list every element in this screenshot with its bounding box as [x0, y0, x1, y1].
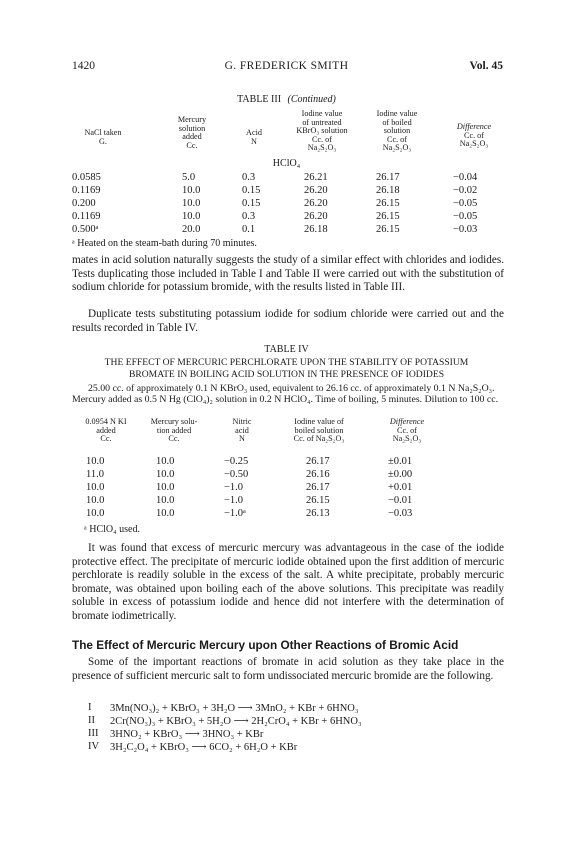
- table4-col-nitric: Nitric acid N: [232, 417, 252, 444]
- table4-col-iodine: Iodine value of boiled solution Cc. of Na₂S₂O₃: [293, 417, 345, 444]
- volume-label: Vol. 45: [469, 60, 503, 72]
- table-row: 0.0585 5.0 0.3 26.21 26.17 −0.04: [72, 172, 478, 183]
- table4-col-difference: Difference Cc. of Na₂S₂O₃: [389, 417, 425, 444]
- table3-col-acid: Acid N: [246, 128, 262, 146]
- table4-caption-line1: THE EFFECT OF MERCURIC PERCHLORATE UPON THE STABILITY OF POTASSIUM: [104, 357, 469, 368]
- table4-title: TABLE IV: [264, 344, 309, 355]
- table3-title-text: TABLE III: [237, 94, 282, 105]
- table3-section-label: HClO₄: [272, 158, 301, 169]
- equation: III 3HNO₂ + KBrO₃ ⟶ 3HNO₃ + KBr: [88, 728, 264, 740]
- table4-caption-line2: BROMATE IN BOILING ACID SOLUTION IN THE PRESENCE OF IODIDES: [128, 369, 445, 380]
- table3-title: [0, 94, 573, 105]
- table3-col-untreated: Iodine value of untreated KBrO₃ solution Cc. of Na₂S₂O₃: [296, 109, 348, 153]
- table4-note: 25.00 cc. of approximately 0.1 N KBrO₃ used, equivalent to 26.16 cc. of approximately 0.1 N Na₂S₂O₃. Mercury added as 0.5 N Hg (ClO₄)₂ solution in 0.2 N HClO₄. Time of boiling, 5 minutes. Dilution to 100 cc.: [72, 383, 499, 405]
- table-row: 0.200 10.0 0.15 26.20 26.15 −0.05: [72, 198, 478, 209]
- page-number: 1420: [72, 60, 95, 72]
- table4-body: [72, 456, 512, 521]
- table3-col-nacl: NaCl taken G.: [84, 128, 122, 146]
- equation: II 2Cr(NO₃)₃ + KBrO₃ + 5H₂O ⟶ 2H₂CrO₄ + KBr + 6HNO₃: [88, 715, 362, 727]
- table-row: 0.500ᵃ 20.0 0.1 26.18 26.15 −0.03: [72, 224, 478, 235]
- table3-body: [72, 172, 512, 237]
- table-row: 10.0 10.0 −1.0 26.15 −0.01: [86, 495, 413, 506]
- table3-header: [72, 110, 512, 156]
- running-head-author: G. FREDERICK SMITH: [224, 60, 349, 72]
- table4-col-mercury: Mercury solu- tion added Cc.: [150, 417, 198, 444]
- table-row: 10.0 10.0 −1.0ᵃ 26.13 −0.03: [86, 508, 413, 519]
- table-row: 0.1169 10.0 0.3 26.20 26.15 −0.05: [72, 211, 478, 222]
- table3-col-difference: Difference Cc. of Na₂S₂O₃: [456, 122, 492, 149]
- table3-col-mercury: Mercury solution added Cc.: [177, 115, 207, 150]
- equation-list: [88, 702, 508, 754]
- table4-footnote: ᵃ HClO₄ used.: [84, 524, 140, 535]
- table3-continued: (Continued): [287, 94, 336, 105]
- table-row: 11.0 10.0 −0.50 26.16 ±0.00: [86, 469, 413, 480]
- section-heading: The Effect of Mercuric Mercury upon Other Reactions of Bromic Acid: [72, 638, 459, 652]
- paragraph-1: mates in acid solution naturally suggests the study of a similar effect with chlorides and iodides. Tests duplicating those included in Table I and Table II were carried out with the substitution of sodium chloride for potassium bromide, with the results listed in Table III.: [72, 254, 504, 293]
- equation: I 3Mn(NO₃)₂ + KBrO₃ + 3H₂O ⟶ 3MnO₂ + KBr + 6HNO₃: [88, 702, 359, 714]
- paragraph-3: It was found that excess of mercuric mercury was advantageous in the case of the iodide protective effect. The precipitate of mercuric iodide obtained upon the first addition of mercuric perchlorate is readily soluble in the excess of the salt. A white precipitate, probably mercuric bromate, was obtained upon boiling each of the above solutions. This precipitate was readily soluble in excess of potassium iodide and hence did not interfere with the determination of bromate iodimetrically.: [72, 542, 504, 622]
- equation: IV 3H₂C₂O₄ + KBrO₃ ⟶ 6CO₂ + 6H₂O + KBr: [88, 741, 298, 753]
- paragraph-4: Some of the important reactions of bromate in acid solution as they take place in the presence of sufficient mercuric salt to form undissociated mercuric bromide are the following.: [72, 656, 504, 682]
- table4-header: [72, 418, 512, 452]
- paragraph-2: Duplicate tests substituting potassium iodide for sodium chloride were carried out and the results recorded in Table IV.: [72, 308, 504, 334]
- table-row: 10.0 10.0 −0.25 26.17 ±0.01: [86, 456, 413, 467]
- table-row: 0.1169 10.0 0.15 26.20 26.18 −0.02: [72, 185, 478, 196]
- table3-footnote: ᵃ Heated on the steam-bath during 70 minutes.: [72, 238, 257, 249]
- table-row: 10.0 10.0 −1.0 26.17 +0.01: [86, 482, 413, 493]
- table4-col-ki: 0.0954 N KI added Cc.: [85, 417, 127, 444]
- table3-col-boiled: Iodine value of boiled solution Cc. of Na₂S₂O₃: [376, 109, 418, 153]
